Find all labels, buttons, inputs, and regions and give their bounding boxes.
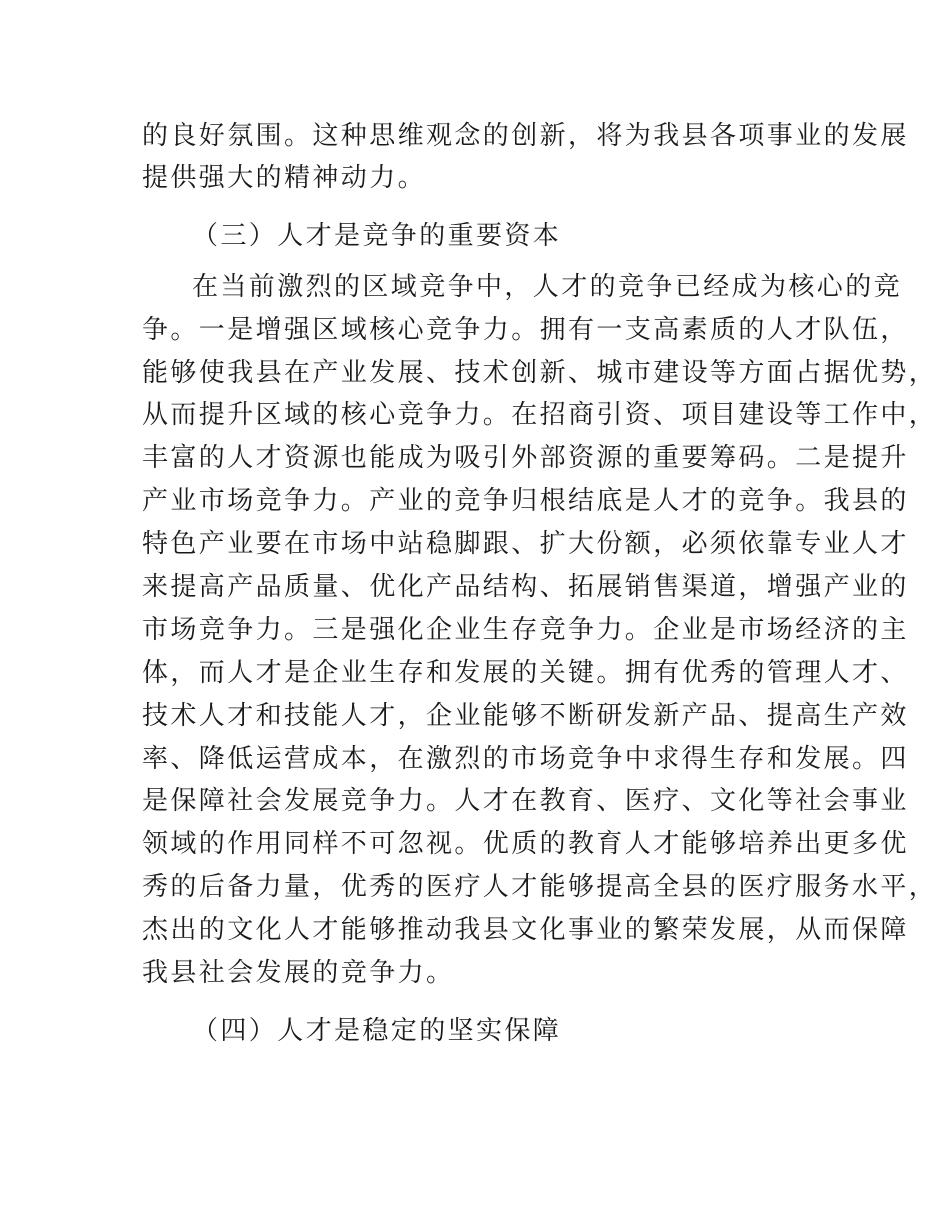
section-heading: （四）人才是稳定的坚实保障: [192, 1016, 562, 1046]
paragraph-line: 体，而人才是企业生存和发展的关键。拥有优秀的管理人才、: [142, 658, 909, 688]
paragraph-line: 能够使我县在产业发展、技术创新、城市建设等方面占据优势，: [142, 358, 938, 388]
paragraph-line: 特色产业要在市场中站稳脚跟、扩大份额，必须依靠专业人才: [142, 529, 909, 559]
paragraph-line: 提供强大的精神动力。: [142, 163, 427, 193]
paragraph-line: 是保障社会发展竞争力。人才在教育、医疗、文化等社会事业: [142, 786, 909, 816]
section-heading: （三）人才是竞争的重要资本: [192, 221, 562, 251]
paragraph-line: 秀的后备力量，优秀的医疗人才能够提高全县的医疗服务水平，: [142, 872, 938, 902]
paragraph-line: 技术人才和技能人才，企业能够不断研发新产品、提高生产效: [142, 701, 909, 731]
paragraph-line: 在当前激烈的区域竞争中，人才的竞争已经成为核心的竞: [192, 272, 903, 302]
paragraph-line: 我县社会发展的竞争力。: [142, 958, 455, 988]
paragraph-line: 市场竞争力。三是强化企业生存竞争力。企业是市场经济的主: [142, 615, 909, 645]
paragraph-line: 争。一是增强区域核心竞争力。拥有一支高素质的人才队伍，: [142, 315, 909, 345]
paragraph-line: 领域的作用同样不可忽视。优质的教育人才能够培养出更多优: [142, 829, 909, 859]
paragraph-line: 杰出的文化人才能够推动我县文化事业的繁荣发展，从而保障: [142, 915, 909, 945]
paragraph-line: 从而提升区域的核心竞争力。在招商引资、项目建设等工作中，: [142, 400, 938, 430]
paragraph-line: 丰富的人才资源也能成为吸引外部资源的重要筹码。二是提升: [142, 443, 909, 473]
paragraph-line: 产业市场竞争力。产业的竞争归根结底是人才的竞争。我县的: [142, 486, 909, 516]
paragraph-line: 的良好氛围。这种思维观念的创新，将为我县各项事业的发展: [142, 121, 909, 151]
paragraph-line: 率、降低运营成本，在激烈的市场竞争中求得生存和发展。四: [142, 744, 909, 774]
paragraph-line: 来提高产品质量、优化产品结构、拓展销售渠道，增强产业的: [142, 572, 909, 602]
